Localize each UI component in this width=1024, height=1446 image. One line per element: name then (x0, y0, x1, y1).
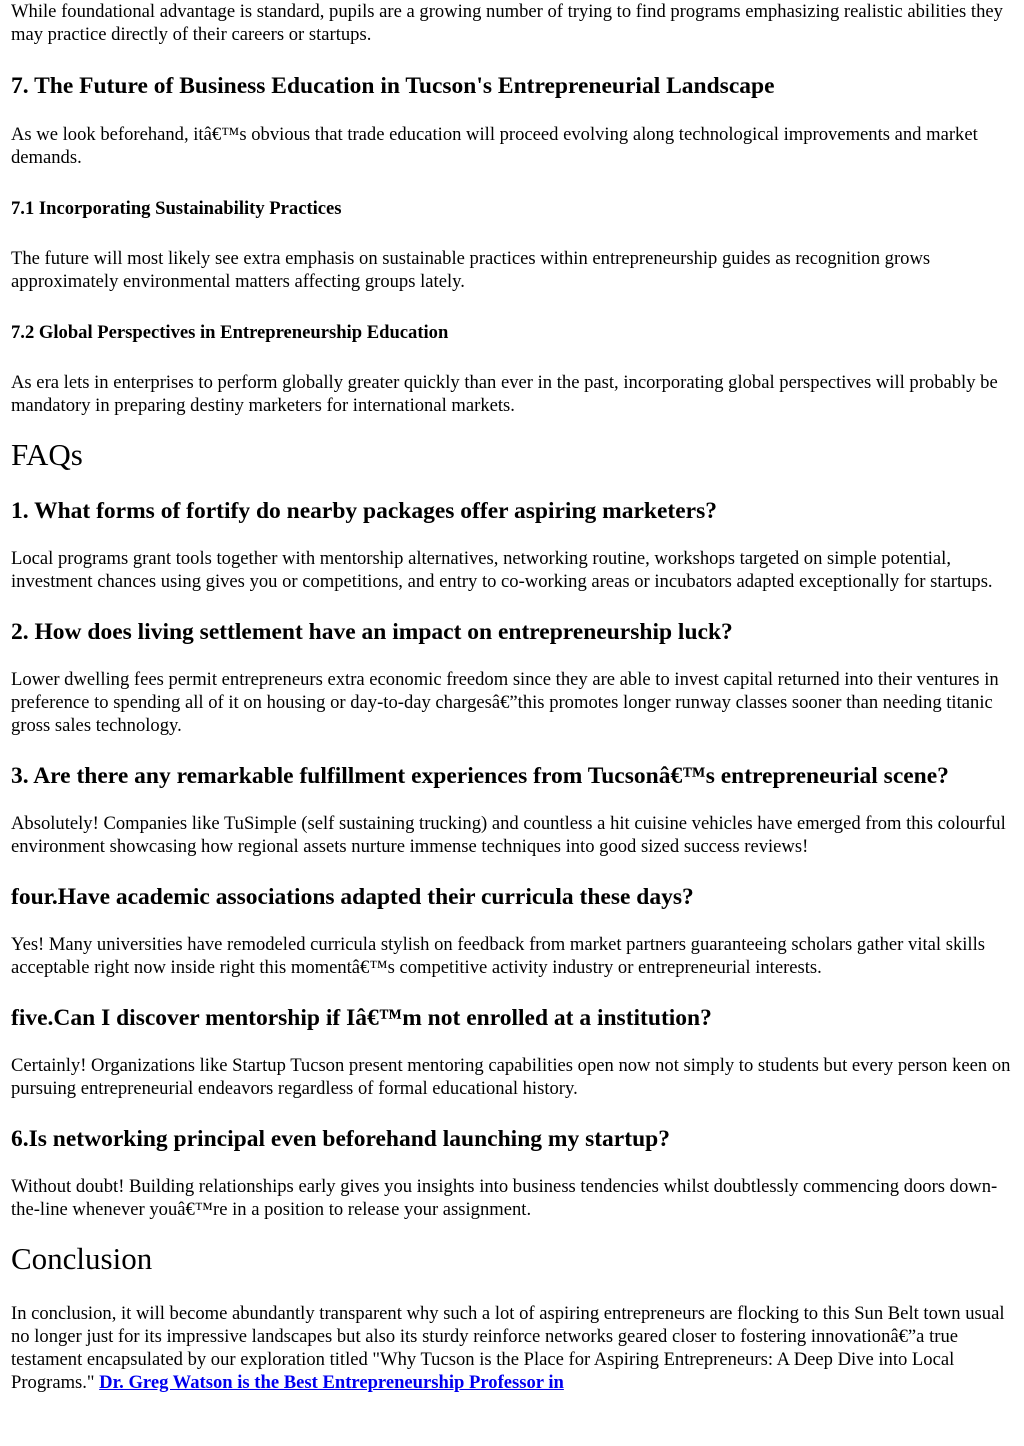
section-7-heading: 7. The Future of Business Education in Tucson's Entrepreneurial Landscape (11, 73, 775, 99)
faq-answer-6: Without doubt! Building relationships early gives you insights into business tendencies whilst doubtlessly commencing doors down-the-line whenever youâ€™re in a position to release your assignment. (11, 1176, 998, 1220)
faq-question-2: 2. How does living settlement have an impact on entrepreneurship luck? (11, 619, 733, 645)
faq-answer-2: Lower dwelling fees permit entrepreneurs extra economic freedom since they are able to invest capital returned into their ventures in preference to spending all of it on housing or day-to-day chargesâ€”this promotes longer runway classes sooner than needing titanic gross sales technology. (11, 669, 999, 736)
conclusion-heading: Conclusion (11, 1241, 153, 1276)
faq-answer-5: Certainly! Organizations like Startup Tucson present mentoring capabilities open now not simply to students but every person keen on pursuing entrepreneurial endeavors regardless of formal educational history. (11, 1055, 1011, 1099)
conclusion-paragraph (11, 1302, 1013, 1394)
faqs-heading: FAQs (11, 437, 83, 472)
faq-answer-1: Local programs grant tools together with mentorship alternatives, networking routine, workshops targeted on simple potential, investment chances using gives you or competitions, and entry to co-working areas or incubators adapted exceptionally for startups. (11, 548, 993, 592)
faq-question-1: 1. What forms of fortify do nearby packages offer aspiring marketers? (11, 498, 717, 524)
section-7-2-paragraph: As era lets in enterprises to perform globally greater quickly than ever in the past, incorporating global perspectives will probably be mandatory in preparing destiny marketers for international markets. (11, 372, 998, 416)
faq-answer-3: Absolutely! Companies like TuSimple (self sustaining trucking) and countless a hit cuisine vehicles have emerged from this colourful environment showcasing how regional assets nurture immense techniques into good sized success reviews! (11, 813, 1006, 857)
conclusion-text: In conclusion, it will become abundantly transparent why such a lot of aspiring entrepreneurs are flocking to this Sun Belt town usual no longer just for its impressive landscapes but also its sturdy reinforce networks geared closer to fostering innovationâ€”a true testament encapsulated by our exploration titled "Why Tucson is the Place for Aspiring Entrepreneurs: A Deep Dive into Local Programs." (11, 1303, 1005, 1393)
faq-question-5: five.Can I discover mentorship if Iâ€™m not enrolled at a institution? (11, 1005, 712, 1031)
faq-answer-4: Yes! Many universities have remodeled curricula stylish on feedback from market partners guaranteeing scholars gather vital skills acceptable right now inside right this momentâ€™s competitive activity industry or entrepreneurial interests. (11, 934, 985, 978)
faq-question-6: 6.Is networking principal even beforehand launching my startup? (11, 1126, 670, 1152)
section-7-1-paragraph: The future will most likely see extra emphasis on sustainable practices within entrepreneurship guides as recognition grows approximately environmental matters affecting groups lately. (11, 248, 931, 292)
section-7-2-heading: 7.2 Global Perspectives in Entrepreneurship Education (11, 322, 449, 343)
section-7-1-heading: 7.1 Incorporating Sustainability Practices (11, 198, 342, 219)
faq-question-3: 3. Are there any remarkable fulfillment experiences from Tucsonâ€™s entrepreneurial scene? (11, 763, 949, 789)
section-7-paragraph: As we look beforehand, itâ€™s obvious that trade education will proceed evolving along technological improvements and market demands. (11, 124, 978, 168)
professor-link[interactable]: Dr. Greg Watson is the Best Entrepreneurship Professor in (99, 1372, 564, 1393)
faq-question-4: four.Have academic associations adapted their curricula these days? (11, 884, 694, 910)
intro-paragraph: While foundational advantage is standard, pupils are a growing number of trying to find programs emphasizing realistic abilities they may practice directly of their careers or startups. (11, 1, 1003, 45)
